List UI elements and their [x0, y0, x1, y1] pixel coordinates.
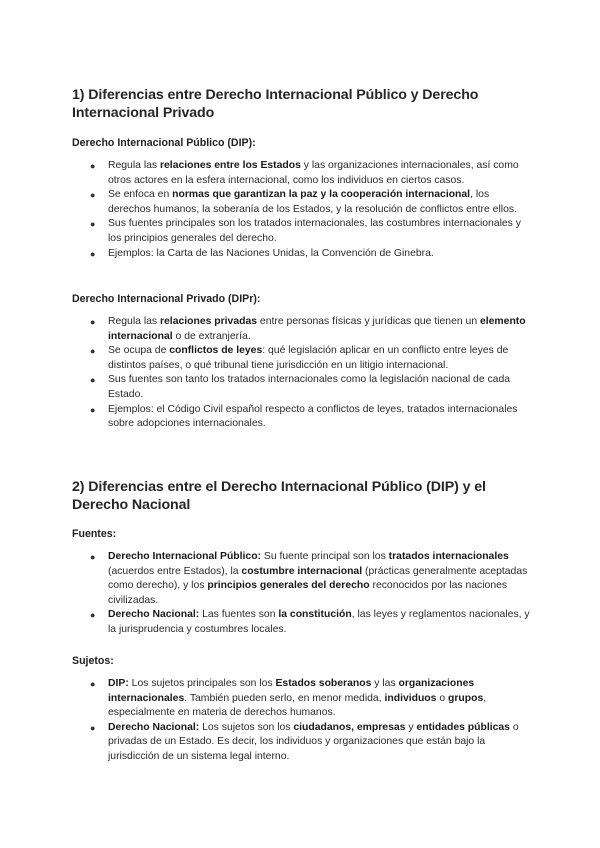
bold-text: Estados soberanos — [275, 678, 372, 689]
bold-text: costumbre internacional — [241, 565, 363, 577]
text-run: . También pueden serlo, en menor medida, — [184, 692, 385, 704]
list-item — [72, 677, 532, 721]
text-run: entre personas físicas y jurídicas que tienen un — [257, 316, 480, 327]
fuentes-heading: Fuentes: — [72, 528, 117, 540]
bullet-icon: ● — [90, 552, 96, 562]
bullet-icon: ● — [90, 404, 96, 415]
bold-text: conflictos de leyes — [169, 345, 263, 357]
text-run: Sus fuentes principales son los tratados internacionales, las costumbres internacionales y los principios generales del derecho. — [108, 218, 521, 244]
text-run: Regula las — [108, 316, 160, 327]
bold-text: tratados internacionales — [388, 551, 509, 562]
bullet-icon: ● — [90, 610, 96, 621]
text-run: : qué legislación aplicar en un conflicto entre leyes de distintos países, o qué tribunal tiene jurisdicción en un litigio internacional. — [108, 345, 509, 371]
dipr-heading: Derecho Internacional Privado (DIPr): — [72, 293, 261, 305]
text-run: Los sujetos principales son los — [128, 678, 276, 689]
sujetos-heading: Sujetos: — [72, 655, 114, 667]
bullet-icon: ● — [90, 317, 96, 327]
text-run: Su fuente principal son los — [261, 551, 389, 562]
text-run: , especialmente en materia de derechos humanos. — [108, 692, 487, 719]
text-run: y las organizaciones internacionales, así como otros actores en la esfera internacional, como los individuos en ciertos casos. — [108, 160, 519, 186]
bullet-icon: ● — [90, 346, 96, 357]
bold-text: elemento internacional — [108, 316, 526, 342]
text-run: Sus fuentes son tanto los tratados internacionales como la legislación nacional de cada Estado. — [108, 374, 511, 400]
bold-text: principios generales del derecho — [207, 580, 370, 592]
bullet-icon: ● — [90, 219, 96, 230]
bullet-icon: ● — [90, 375, 96, 386]
text-run: y — [405, 721, 417, 733]
fuentes-list — [72, 550, 532, 638]
list-item — [72, 344, 532, 373]
bold-text: Derecho Nacional: — [108, 609, 200, 621]
text-run: , los derechos humanos, la soberanía de los Estados, y la resolución de conflictos entre ellos. — [108, 189, 517, 215]
text-run: o de extranjería. — [172, 330, 251, 342]
text-run: o — [436, 692, 449, 704]
text-run: Se enfoca en — [108, 189, 173, 201]
list-item — [72, 608, 532, 637]
text-run: Regula las — [108, 160, 160, 171]
text-run: Los sujetos son los — [199, 721, 294, 733]
text-run: (prácticas generalmente aceptadas como derecho), y los — [108, 565, 528, 592]
text-run: , las leyes y reglamentos nacionales, y la jurisprudencia y costumbres locales. — [108, 609, 530, 635]
text-run: Las fuentes son — [199, 609, 279, 621]
bold-text: grupos — [448, 692, 484, 704]
section-1-title: 1) Diferencias entre Derecho Internacional Público y Derecho Internacional Privado — [72, 87, 479, 121]
bullet-icon: ● — [90, 722, 96, 733]
bold-text: entidades públicas — [416, 721, 510, 733]
text-run: y las — [371, 678, 399, 689]
list-item — [72, 373, 532, 402]
bold-text: relaciones entre los Estados — [159, 160, 301, 171]
list-item — [72, 159, 532, 188]
bold-text: Derecho Internacional Público: — [108, 551, 262, 562]
list-item — [72, 247, 532, 262]
dip-list — [72, 159, 532, 261]
dipr-list — [72, 315, 532, 432]
list-item — [72, 315, 532, 344]
bold-text: la constitución — [278, 609, 352, 621]
bold-text: organizaciones internacionales — [108, 678, 475, 704]
bullet-icon: ● — [90, 679, 96, 689]
bold-text: ciudadanos, empresas — [293, 721, 406, 733]
bold-text: Derecho Nacional: — [108, 721, 200, 733]
bullet-icon: ● — [90, 161, 96, 171]
section-2-title: 2) Diferencias entre el Derecho Internacional Público (DIP) y el Derecho Nacional — [72, 479, 486, 513]
text-run: Ejemplos: la Carta de las Naciones Unidas, la Convención de Ginebra. — [108, 247, 434, 259]
bold-text: normas que garantizan la paz y la cooperación internacional — [172, 189, 471, 201]
list-item — [72, 217, 532, 246]
list-item — [72, 403, 532, 432]
bullet-icon: ● — [90, 248, 96, 259]
bold-text: relaciones privadas — [159, 316, 258, 327]
sujetos-list — [72, 677, 532, 765]
text-run: (acuerdos entre Estados), la — [108, 565, 242, 577]
text-run: reconocidos por las naciones civilizadas. — [108, 580, 508, 606]
list-item — [72, 188, 532, 217]
bold-text: individuos — [384, 692, 437, 704]
bullet-icon: ● — [90, 190, 96, 201]
list-item — [72, 550, 532, 608]
text-run: Se ocupa de — [108, 345, 170, 357]
bold-text: DIP: — [108, 678, 129, 689]
text-run: Ejemplos: el Código Civil español respecto a conflictos de leyes, tratados internacionales sobre adopciones internacionales. — [108, 403, 518, 430]
list-item — [72, 721, 532, 765]
text-run: o privadas de un Estado. Es decir, los individuos y organizaciones que están bajo la jurisdicción de un sistema legal interno. — [108, 721, 519, 762]
dip-heading: Derecho Internacional Público (DIP): — [72, 137, 256, 149]
